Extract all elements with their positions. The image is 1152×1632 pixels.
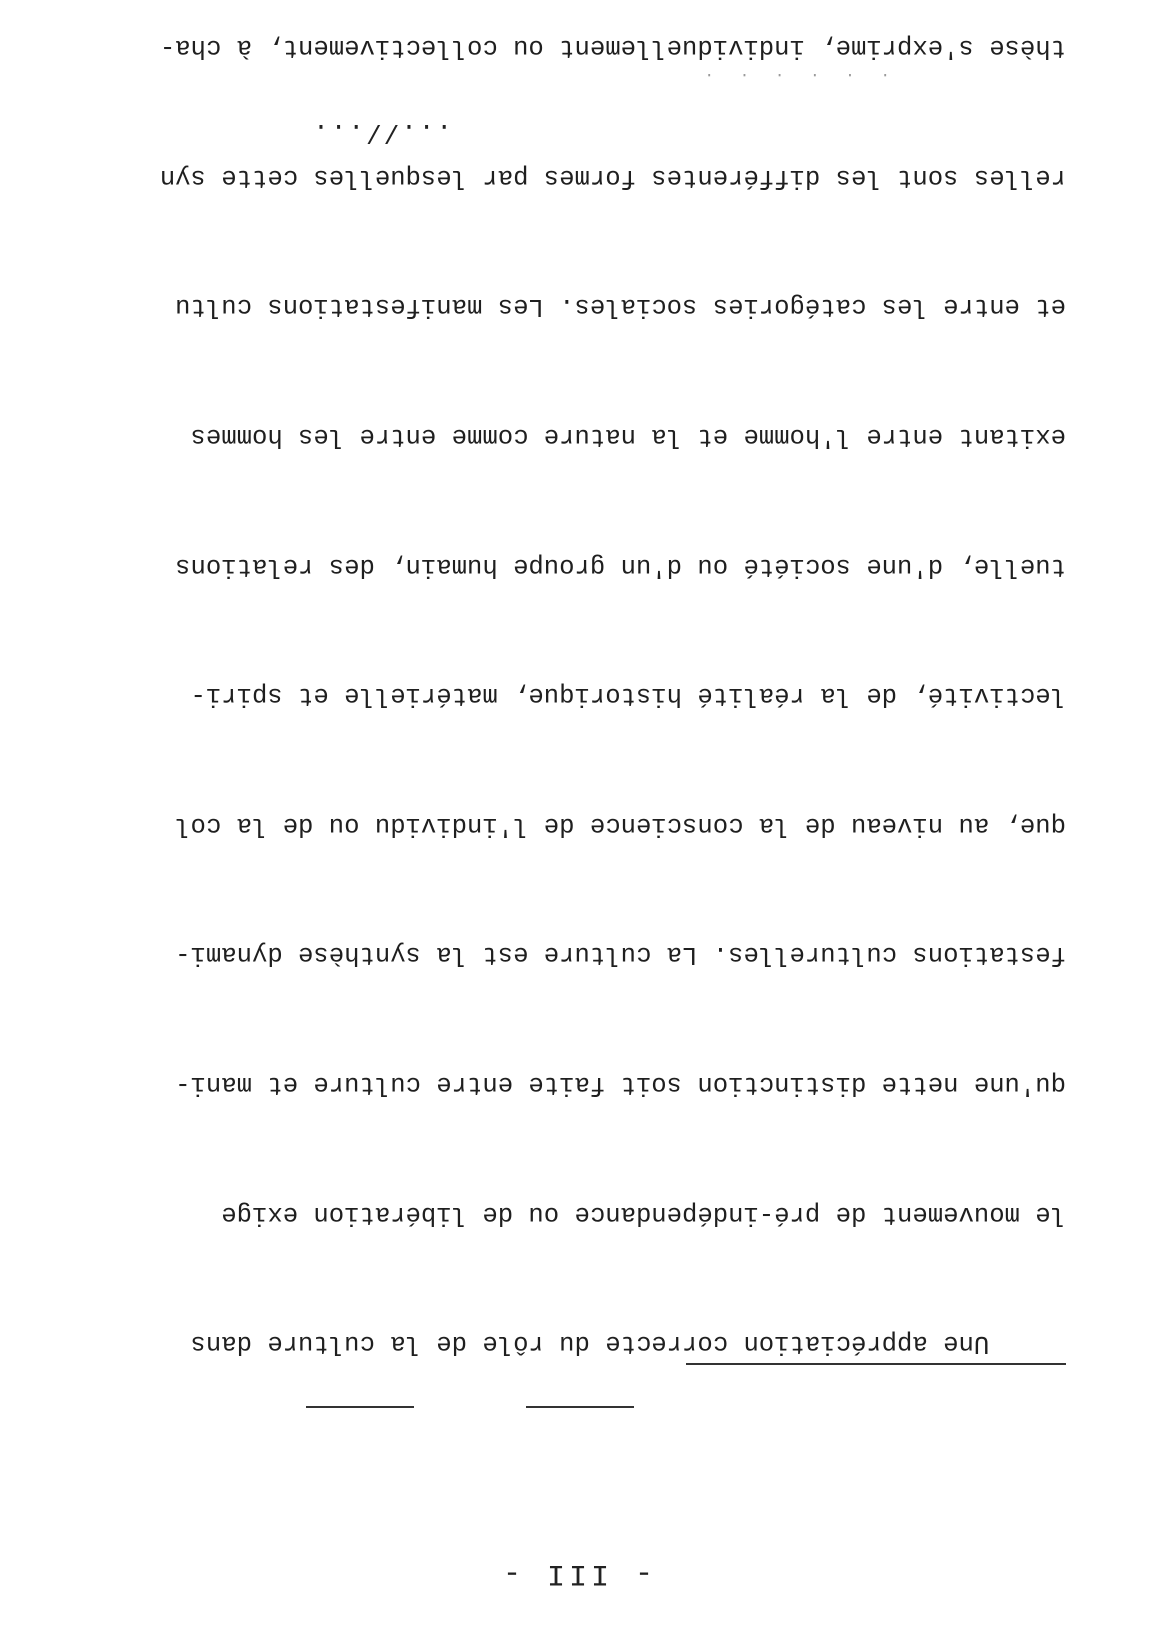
- text-line: thèse s'exprime, individuellement ou collectivement, à cha-: [159, 33, 1066, 63]
- text-line: lectivité, de la réalité historique, matérielle et spiri-: [190, 681, 1066, 711]
- text-line: tuelle, d'une société ou d'un groupe humain, des relations: [175, 551, 1066, 581]
- paragraph-1: [66, 0, 1066, 1452]
- underline-culture: [526, 1406, 634, 1408]
- underline-mani: [306, 1406, 414, 1408]
- text-line: festations culturelles. La culture est la synthèse dynami-: [175, 940, 1066, 970]
- text-line: Une appréciation correcte du rôle de la culture dans: [190, 1329, 1066, 1359]
- stray-marks: . . . . . .: [696, 69, 890, 87]
- underline-manifestations: [686, 1363, 1066, 1365]
- text-line: que, au niveau de la conscience de l'individu ou de la col: [175, 810, 1066, 840]
- text-line: exitant entre l'homme et la nature comme entre les hommes: [190, 422, 1066, 452]
- page-number: - III -: [498, 1556, 654, 1590]
- continuation-mark: ...//...: [311, 117, 452, 147]
- text-line: relles sont les différentes formes par lesquelles cette syn: [159, 162, 1066, 192]
- body-text: [66, 0, 1066, 1538]
- text-line: et entre les catégories sociales. Les manifestations cultu: [175, 292, 1066, 322]
- text-line: le mouvement de pré-indépendance ou de libération exige: [221, 1199, 1066, 1229]
- text-line: qu'une nette distinction soit faite entre culture et mani-: [175, 1070, 1066, 1099]
